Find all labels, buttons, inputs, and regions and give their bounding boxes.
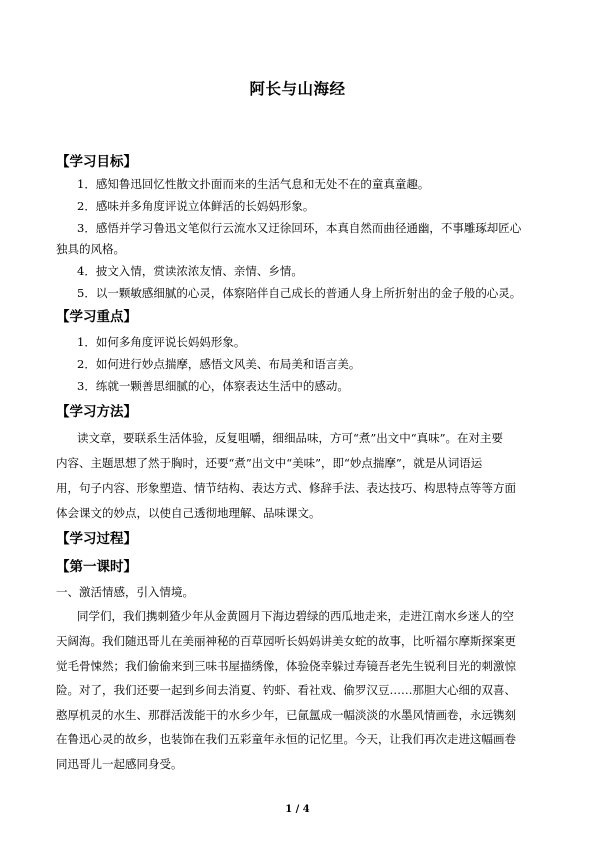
focus-line-3: 3．练就一颗善思细腻的心，体察表达生活中的感动。 [77, 379, 349, 393]
goal-line-4: 4．披文入情，赏读浓浓友情、亲情、乡情。 [77, 264, 303, 278]
goal-line-2: 2．感味并多角度评说立体鲜活的长妈妈形象。 [77, 199, 315, 213]
section-heading-lesson1: 【第一课时】 [56, 559, 137, 575]
method-line-4: 体会课文的妙点，以使自己透彻地理解、品味课文。 [56, 506, 321, 520]
goal-line-1: 1．感知鲁迅回忆性散文扑面而来的生活气息和无处不在的童真童趣。 [77, 177, 430, 191]
focus-line-1: 1．如何多角度评说长妈妈形象。 [77, 335, 246, 349]
page-number: 1 / 4 [285, 804, 310, 815]
goal-line-3: 3．感悟并学习鲁迅文笔似行云流水又迂徐回环，本真自然而曲径通幽，不事雕琢却匠心 [77, 221, 522, 235]
method-line-1: 读文章，要联系生活体验，反复咀嚼，细细品味，方可“煮”出文中“真味”。在对主要 [77, 431, 504, 445]
goal-line-3-cont: 独具的风格。 [56, 242, 125, 256]
lesson1-line-6: 憨厚机灵的水生、那群活泼能干的水乡少年，已氤氲成一幅淡淡的水墨风情画卷，永远镌刻 [56, 708, 516, 722]
section-heading-focus: 【学习重点】 [56, 309, 137, 325]
document-title: 阿长与山海经 [249, 79, 346, 98]
method-line-2: 内容、主题思想了然于胸时，还要“煮”出文中“美味”，即“妙点揣摩”，就是从词语运 [56, 456, 483, 470]
lesson1-line-7: 在鲁迅心灵的故乡，也装饰在我们五彩童年永恒的记忆里。今天，让我们再次走进这幅画卷 [56, 732, 516, 746]
goal-line-5: 5．以一颗敏感细腻的心灵，体察陪伴自己成长的普通人身上所折射出的金子般的心灵。 [77, 286, 522, 300]
lesson1-line-2: 同学们，我们携刺猹少年从金黄圆月下海边碧绿的西瓜地走来，走进江南水乡迷人的空 [77, 609, 514, 623]
lesson1-line-4: 觉毛骨悚然；我们偷偷来到三味书屋描绣像，体验侥幸躲过寿镜吾老先生锐利目光的刺激惊 [56, 659, 516, 673]
focus-line-2: 2．如何进行妙点揣摩，感悟文风美、布局美和语言美。 [77, 357, 361, 371]
lesson1-line-1: 一、激活情感，引入情境。 [56, 585, 194, 599]
lesson1-line-8: 同迅哥儿一起感同身受。 [56, 757, 183, 771]
section-heading-process: 【学习过程】 [56, 531, 137, 547]
section-heading-method: 【学习方法】 [56, 404, 137, 420]
lesson1-line-3: 天阔海。我们随迅哥儿在美丽神秘的百草园听长妈妈讲美女蛇的故事，比听福尔摩斯探案更 [56, 634, 516, 648]
section-heading-goals: 【学习目标】 [56, 154, 137, 170]
method-line-3: 用，句子内容、形象塑造、情节结构、表达方式、修辞手法、表达技巧、构思特点等等方面 [56, 481, 516, 495]
lesson1-line-5: 险。对了，我们还要一起到乡间去消夏、钓虾、看社戏、偷罗汉豆……那胆大心细的双喜、 [56, 683, 516, 697]
